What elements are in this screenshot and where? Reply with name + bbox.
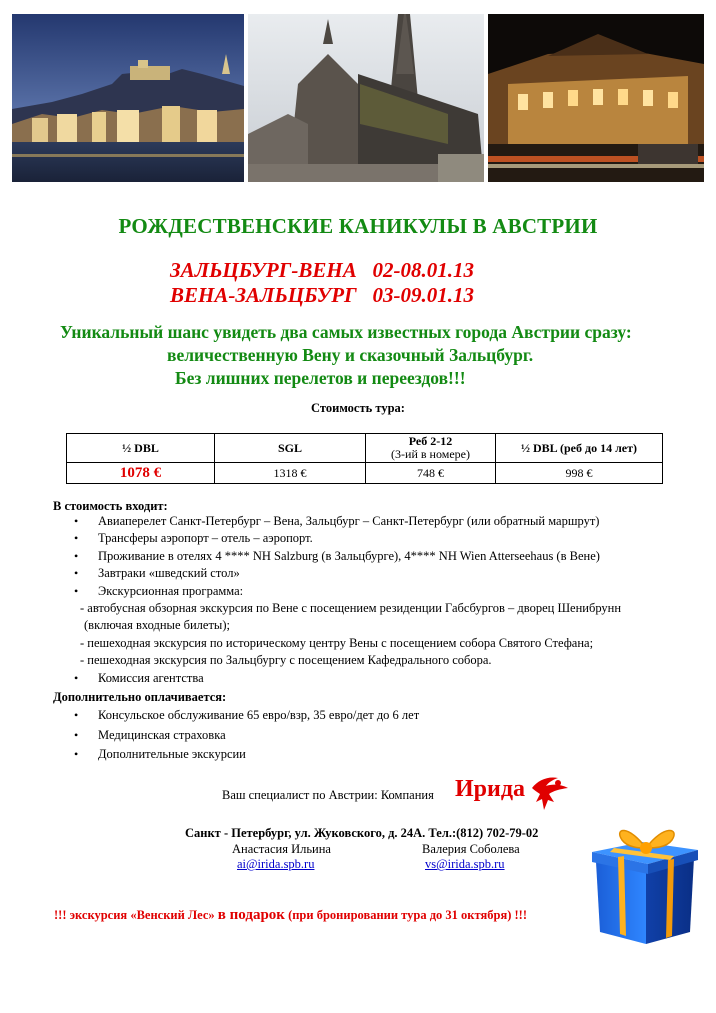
promo-text-1: !!! экскурсия «Венский Лес» [54, 908, 218, 922]
vienna-cathedral-photo [248, 14, 484, 182]
vienna-opera-photo [488, 14, 704, 182]
salzburg-photo [12, 14, 244, 182]
excursion-item: (включая входные билеты); [84, 618, 230, 633]
list-item: • Медицинская страховка [66, 726, 419, 746]
list-item: • Трансферы аэропорт – отель – аэропорт. [66, 530, 621, 547]
price-header-dbl: ½ DBL [67, 434, 215, 463]
slogan-line-2: величественную Вену и сказочный Зальцбург. [167, 345, 534, 365]
slogan-line-3: Без лишних перелетов и переездов!!! [175, 368, 466, 388]
promo-gift-word: в подарок [217, 907, 285, 923]
contact-person-1: Анастасия Ильина [232, 842, 331, 856]
list-item: • Комиссия агентства [66, 670, 621, 687]
list-item: • Дополнительные экскурсии [66, 745, 419, 765]
irida-logo-icon [528, 772, 572, 814]
contact-person-2: Валерия Соболева [422, 842, 520, 856]
promo-text-2: (при бронировании тура до 31 октября) !!! [284, 908, 527, 922]
extra-heading: Дополнительно оплачивается: [53, 690, 227, 704]
price-table-header-row [67, 434, 663, 463]
price-value-dbl-child: 998 € [496, 463, 663, 484]
price-header-dbl-child-label: ½ DBL (реб до 14 лет) [520, 440, 638, 455]
price-table [66, 433, 663, 484]
promo-line [54, 907, 527, 924]
price-header-child [366, 434, 496, 463]
price-header-child-age: Реб 2-12 [408, 434, 453, 448]
price-header-dbl-child [496, 434, 663, 463]
list-item: • Авиаперелет Санкт-Петербург – Вена, Зальцбург – Санкт-Петербург (или обратный маршрут) [66, 513, 621, 530]
slogan-line-1: Уникальный шанс увидеть два самых известных города Австрии сразу: [60, 322, 632, 342]
price-table-value-row [67, 463, 663, 484]
specialist-label: Ваш специалист по Австрии: Компания [222, 788, 434, 802]
list-item: • Экскурсионная программа: [66, 583, 621, 600]
included-heading: В стоимость входит: [53, 499, 168, 513]
route-line-2: ВЕНА-ЗАЛЬЦБУРГ 03-09.01.13 [170, 283, 474, 307]
email-link-2[interactable]: vs@irida.spb.ru [425, 857, 505, 871]
brand-name: Ирида [455, 776, 525, 802]
price-title: Стоимость тура: [311, 401, 405, 415]
price-value-dbl: 1078 € [67, 463, 215, 484]
price-header-sgl: SGL [215, 434, 366, 463]
excursion-item: - пешеходная экскурсия по историческому центру Вены с посещением собора Святого Стефана; [80, 635, 594, 650]
extra-list [66, 706, 419, 765]
price-value-sgl: 1318 € [215, 463, 366, 484]
price-value-child: 748 € [366, 463, 496, 484]
excursion-item: - автобусная обзорная экскурсия по Вене с посещением резиденции Габсбургов – дворец Шенибрунн [80, 600, 622, 615]
address: Санкт - Петербург, ул. Жуковского, д. 24А. Тел.:(812) 702-79-02 [185, 826, 539, 840]
included-list [66, 513, 621, 687]
list-item: • Консульское обслуживание 65 евро/взр, 35 евро/дет до 6 лет [66, 706, 419, 726]
excursion-item: - пешеходная экскурсия по Зальцбургу с посещением Кафедрального собора. [80, 653, 492, 668]
price-header-child-note: (3-ий в номере) [391, 447, 470, 461]
page-title: РОЖДЕСТВЕНСКИЕ КАНИКУЛЫ В АВСТРИИ [118, 214, 598, 238]
gift-box-icon [584, 820, 704, 948]
list-item: • Проживание в отелях 4 **** NH Salzburg (в Зальцбурге), 4**** NH Wien Atterseehaus (в Вене) [66, 548, 621, 565]
email-link-1[interactable]: ai@irida.spb.ru [237, 857, 315, 871]
list-item: • Завтраки «шведский стол» [66, 565, 621, 582]
route-line-1: ЗАЛЬЦБУРГ-ВЕНА 02-08.01.13 [170, 258, 474, 282]
